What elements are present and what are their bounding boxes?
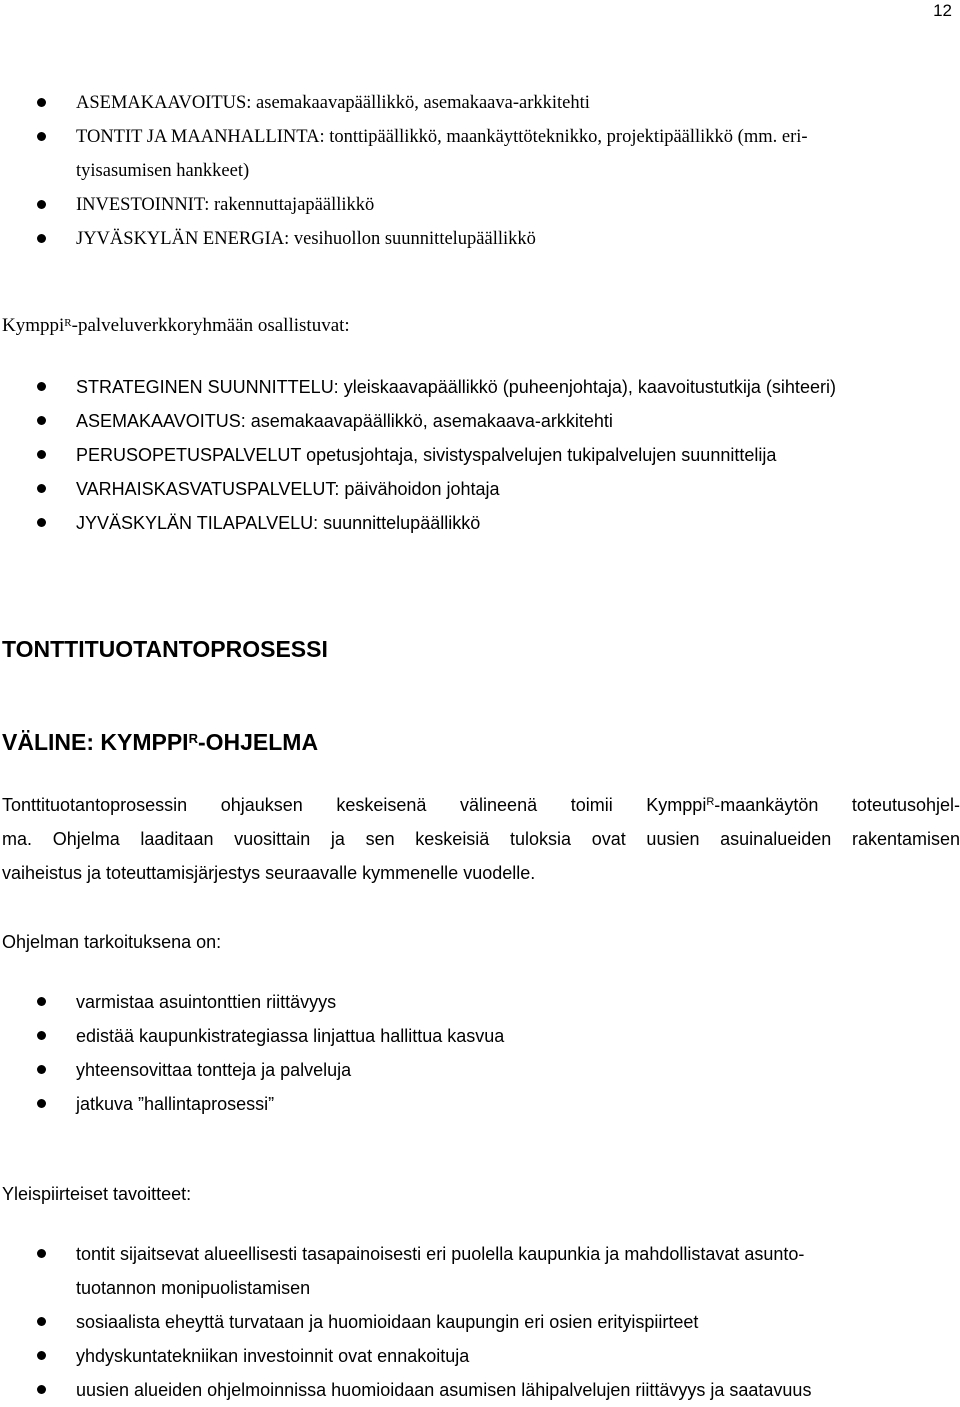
list-item: VARHAISKASVATUSPALVELUT: päivähoidon johtaja <box>0 472 960 506</box>
list-item: varmistaa asuintonttien riittävyys <box>0 985 960 1019</box>
kymppi-group-label: Kymppi$^R$-palveluverkkoryhmään osallistuvat: <box>2 315 350 336</box>
purpose-label: Ohjelman tarkoituksena on: <box>2 932 222 952</box>
purpose-list <box>0 985 960 1121</box>
list-item: yhdyskuntatekniikan investoinnit ovat ennakoituja <box>0 1339 960 1373</box>
list-item: JYVÄSKYLÄN ENERGIA: vesihuollon suunnittelupäällikkö <box>0 222 960 256</box>
list-item <box>0 1237 960 1305</box>
list-item: STRATEGINEN SUUNNITTELU: yleiskaavapäällikkö (puheenjohtaja), kaavoitustutkija (sihteeri) <box>0 370 960 404</box>
list-item-line: tontit sijaitsevat alueellisesti tasapainoisesti eri puolella kaupunkia ja mahdollistavat asunto- <box>76 1244 805 1264</box>
page-number: 12 <box>933 1 952 20</box>
list-item: INVESTOINNIT: rakennuttajapäällikkö <box>0 188 960 222</box>
section-subtitle: VÄLINE: $KYMPPI^R$-OHJELMA <box>2 729 319 755</box>
list-item: yhteensovittaa tontteja ja palveluja <box>0 1053 960 1087</box>
section-title: TONTTITUOTANTOPROSESSI <box>2 636 328 662</box>
goals-list <box>0 1237 960 1407</box>
paragraph-line: Tonttituotantoprosessin ohjauksen keskeisenä välineenä toimii Kymppi$^R$-maankäytön toteutusohjel- <box>2 795 960 815</box>
list-item: JYVÄSKYLÄN TILAPALVELU: suunnittelupäällikkö <box>0 506 960 540</box>
list-item: edistää kaupunkistrategiassa linjattua hallittua kasvua <box>0 1019 960 1053</box>
paragraph-line: ma. Ohjelma laaditaan vuosittain ja sen keskeisiä tuloksia ovat uusien asuinalueiden rakentamisen <box>2 829 960 849</box>
list-item: uusien alueiden ohjelmoinnissa huomioidaan asumisen lähipalvelujen riittävyys ja saatavuus <box>0 1373 960 1407</box>
list-item: PERUSOPETUSPALVELUT opetusjohtaja, sivistyspalvelujen tukipalvelujen suunnittelija <box>0 438 960 472</box>
list-item: sosiaalista eheyttä turvataan ja huomioidaan kaupungin eri osien erityispiirteet <box>0 1305 960 1339</box>
list-item: jatkuva ”hallintaprosessi” <box>0 1087 960 1121</box>
list-item-line: tuotannon monipuolistamisen <box>76 1278 311 1298</box>
list-item: ASEMAKAAVOITUS: asemakaavapäällikkö, asemakaava-arkkitehti <box>0 86 960 120</box>
kymppi-members-list <box>0 370 960 540</box>
list-item-line: tyisasumisen hankkeet) <box>76 161 250 181</box>
list-item: ASEMAKAAVOITUS: asemakaavapäällikkö, asemakaava-arkkitehti <box>0 404 960 438</box>
section-paragraph <box>2 788 960 890</box>
goals-label: Yleispiirteiset tavoitteet: <box>2 1184 192 1204</box>
responsibility-list <box>0 86 960 256</box>
list-item-line: TONTIT JA MAANHALLINTA: tonttipäällikkö, maankäyttöteknikko, projektipäällikkö (mm. eri- <box>76 127 808 147</box>
paragraph-line: vaiheistus ja toteuttamisjärjestys seuraavalle kymmenelle vuodelle. <box>2 863 536 883</box>
list-item <box>0 120 960 188</box>
